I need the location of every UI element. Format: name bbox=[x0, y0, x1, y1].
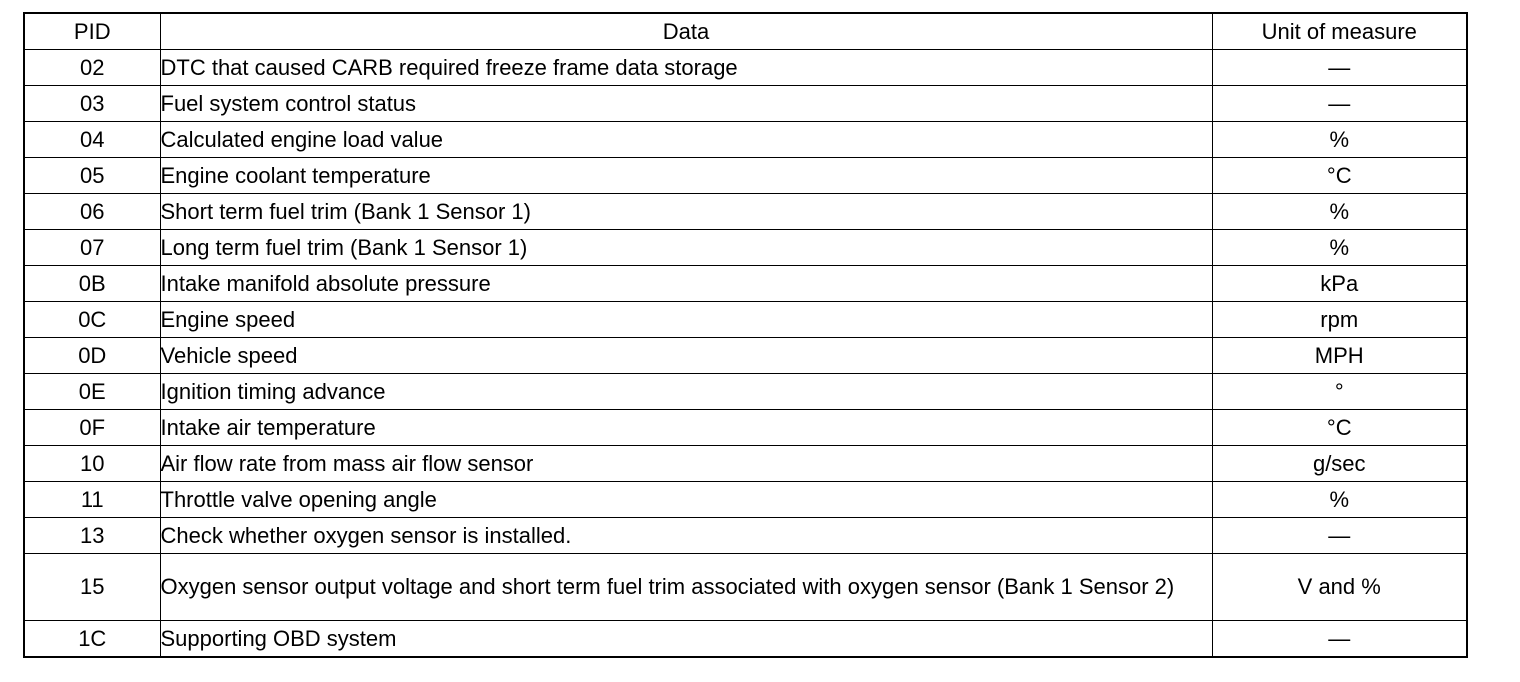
data-cell: Vehicle speed bbox=[160, 338, 1212, 374]
unit-cell: — bbox=[1212, 518, 1467, 554]
unit-cell: °C bbox=[1212, 158, 1467, 194]
table-row bbox=[24, 554, 1467, 621]
pid-cell: 05 bbox=[24, 158, 160, 194]
data-cell: Ignition timing advance bbox=[160, 374, 1212, 410]
data-cell: Air flow rate from mass air flow sensor bbox=[160, 446, 1212, 482]
pid-cell: 02 bbox=[24, 50, 160, 86]
unit-cell: ° bbox=[1212, 374, 1467, 410]
table-row bbox=[24, 50, 1467, 86]
data-cell: Throttle valve opening angle bbox=[160, 482, 1212, 518]
data-cell: Calculated engine load value bbox=[160, 122, 1212, 158]
unit-cell: rpm bbox=[1212, 302, 1467, 338]
table-row bbox=[24, 86, 1467, 122]
table-header bbox=[24, 13, 1467, 50]
unit-cell: kPa bbox=[1212, 266, 1467, 302]
table-row bbox=[24, 446, 1467, 482]
unit-cell: V and % bbox=[1212, 554, 1467, 621]
data-cell: Short term fuel trim (Bank 1 Sensor 1) bbox=[160, 194, 1212, 230]
pid-cell: 0B bbox=[24, 266, 160, 302]
table-row bbox=[24, 194, 1467, 230]
data-cell: Oxygen sensor output voltage and short term fuel trim associated with oxygen sensor (Bank 1 Sensor 2) bbox=[160, 554, 1212, 621]
unit-cell: °C bbox=[1212, 410, 1467, 446]
data-cell: Fuel system control status bbox=[160, 86, 1212, 122]
pid-cell: 15 bbox=[24, 554, 160, 621]
unit-cell: % bbox=[1212, 122, 1467, 158]
header-data: Data bbox=[160, 13, 1212, 50]
header-unit: Unit of measure bbox=[1212, 13, 1467, 50]
pid-cell: 0C bbox=[24, 302, 160, 338]
data-cell: Supporting OBD system bbox=[160, 621, 1212, 658]
header-row bbox=[24, 13, 1467, 50]
data-cell: Long term fuel trim (Bank 1 Sensor 1) bbox=[160, 230, 1212, 266]
pid-cell: 03 bbox=[24, 86, 160, 122]
unit-cell: — bbox=[1212, 86, 1467, 122]
unit-cell: — bbox=[1212, 50, 1467, 86]
header-pid: PID bbox=[24, 13, 160, 50]
data-cell: Engine coolant temperature bbox=[160, 158, 1212, 194]
data-cell: Engine speed bbox=[160, 302, 1212, 338]
table-row bbox=[24, 518, 1467, 554]
table-row bbox=[24, 122, 1467, 158]
unit-cell: MPH bbox=[1212, 338, 1467, 374]
unit-cell: g/sec bbox=[1212, 446, 1467, 482]
data-cell: Intake manifold absolute pressure bbox=[160, 266, 1212, 302]
table-row bbox=[24, 621, 1467, 658]
data-cell: DTC that caused CARB required freeze frame data storage bbox=[160, 50, 1212, 86]
pid-cell: 11 bbox=[24, 482, 160, 518]
table-row bbox=[24, 374, 1467, 410]
table-row bbox=[24, 230, 1467, 266]
unit-cell: — bbox=[1212, 621, 1467, 658]
pid-table bbox=[23, 12, 1468, 658]
pid-cell: 07 bbox=[24, 230, 160, 266]
pid-cell: 0E bbox=[24, 374, 160, 410]
table-row bbox=[24, 410, 1467, 446]
pid-cell: 10 bbox=[24, 446, 160, 482]
pid-cell: 0D bbox=[24, 338, 160, 374]
data-cell: Check whether oxygen sensor is installed. bbox=[160, 518, 1212, 554]
table-row bbox=[24, 482, 1467, 518]
pid-cell: 06 bbox=[24, 194, 160, 230]
unit-cell: % bbox=[1212, 230, 1467, 266]
table-row bbox=[24, 158, 1467, 194]
unit-cell: % bbox=[1212, 194, 1467, 230]
table-row bbox=[24, 266, 1467, 302]
unit-cell: % bbox=[1212, 482, 1467, 518]
pid-cell: 04 bbox=[24, 122, 160, 158]
table-row bbox=[24, 338, 1467, 374]
data-cell: Intake air temperature bbox=[160, 410, 1212, 446]
pid-cell: 13 bbox=[24, 518, 160, 554]
table-row bbox=[24, 302, 1467, 338]
pid-cell: 0F bbox=[24, 410, 160, 446]
table-body bbox=[24, 50, 1467, 658]
pid-cell: 1C bbox=[24, 621, 160, 658]
